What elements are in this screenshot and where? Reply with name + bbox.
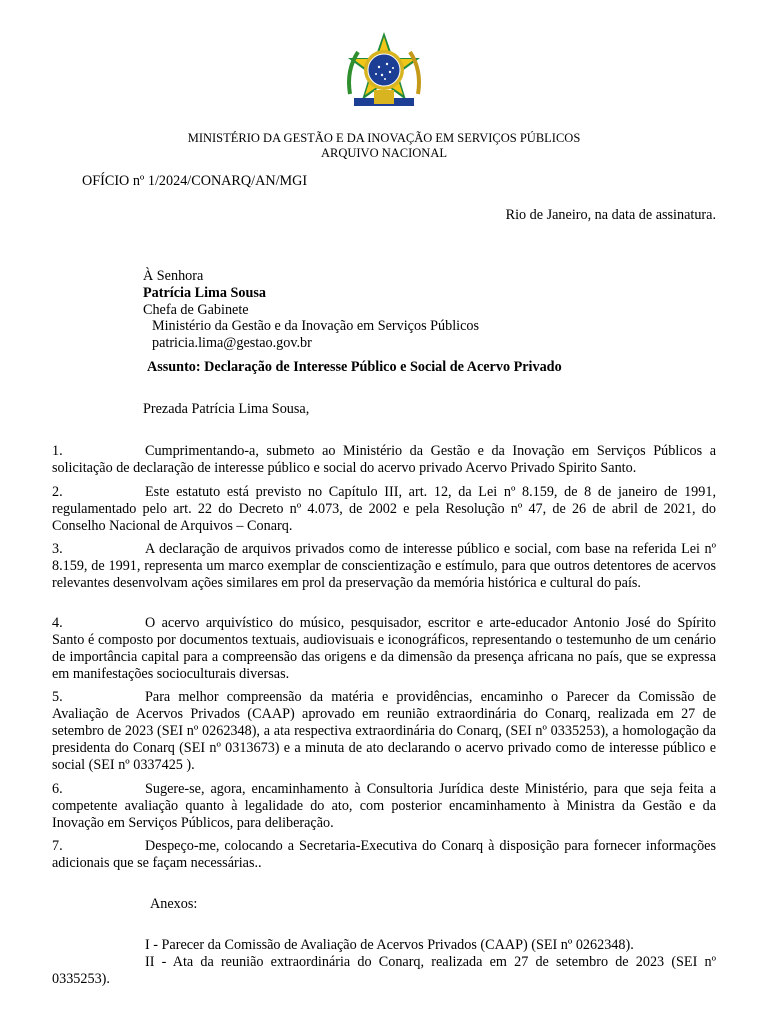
annex-item: II - Ata da reunião extraordinária do Conarq, realizada em 27 de setembro de 2023 (SEI nº 0335253). bbox=[52, 954, 716, 987]
ministry-header: MINISTÉRIO DA GESTÃO E DA INOVAÇÃO EM SERVIÇOS PÚBLICOS bbox=[187, 131, 581, 145]
annexes-title: Anexos: bbox=[150, 896, 198, 912]
recipient-role: Chefa de Gabinete bbox=[143, 302, 249, 318]
paragraph-text: O acervo arquivístico do músico, pesquisador, escritor e arte-educador Antonio José do Spírito Santo é composto por documentos textuais, audiovisuais e iconográficos, representando o testemunho de um cenário de importância capital para a compreensão das origens e da dimensão da presença africana no país, que se expressa em manifestações socioculturais diversas. bbox=[52, 615, 716, 682]
paragraph bbox=[52, 484, 716, 535]
paragraph bbox=[52, 689, 716, 774]
paragraph-number: 3. bbox=[52, 541, 63, 557]
paragraph bbox=[52, 615, 716, 683]
recipient-salutation: À Senhora bbox=[143, 268, 204, 284]
subject-line: Assunto: Declaração de Interesse Público e Social de Acervo Privado bbox=[147, 359, 562, 375]
oficio-number: OFÍCIO nº 1/2024/CONARQ/AN/MGI bbox=[82, 173, 308, 189]
paragraph-number: 5. bbox=[52, 689, 63, 705]
recipient-org: Ministério da Gestão e da Inovação em Serviços Públicos bbox=[152, 318, 480, 334]
paragraph-text: Despeço-me, colocando a Secretaria-Executiva do Conarq à disposição para fornecer informações adicionais que se façam necessárias.. bbox=[52, 838, 716, 871]
recipient-email: patricia.lima@gestao.gov.br bbox=[152, 335, 312, 351]
paragraph-text: Cumprimentando-a, submeto ao Ministério da Gestão e da Inovação em Serviços Públicos a solicitação de declaração de interesse público e social do acervo privado Acervo Privado Spirito Santo. bbox=[52, 443, 716, 476]
agency-header: ARQUIVO NACIONAL bbox=[320, 146, 448, 160]
paragraph-text: A declaração de arquivos privados como de interesse público e social, com base na referida Lei nº 8.159, de 1991, representa um marco exemplar de conscientização e estímulo, para que outros detentores de acervos relevantes desenvolvam ações similares em prol da preservação da memória histórica e cultural do país. bbox=[52, 541, 716, 591]
date-line: Rio de Janeiro, na data de assinatura. bbox=[505, 207, 716, 223]
paragraph-number: 2. bbox=[52, 484, 63, 500]
paragraph-text: Este estatuto está previsto no Capítulo III, art. 12, da Lei nº 8.159, de 8 de janeiro de 1991, regulamentado pelo art. 22 do Decreto nº 4.073, de 2002 e pela Resolução nº 47, de 26 de abril de 2021, do Conselho Nacional de Arquivos – Conarq. bbox=[52, 484, 716, 534]
greeting: Prezada Patrícia Lima Sousa, bbox=[143, 401, 310, 417]
paragraph bbox=[52, 443, 716, 477]
paragraph bbox=[52, 838, 716, 872]
coat-of-arms-icon bbox=[340, 30, 428, 112]
paragraph bbox=[52, 541, 716, 592]
paragraph-number: 4. bbox=[52, 615, 63, 631]
annex-item: I - Parecer da Comissão de Avaliação de Acervos Privados (CAAP) (SEI nº 0262348). bbox=[145, 937, 634, 953]
paragraph-text: Para melhor compreensão da matéria e providências, encaminho o Parecer da Comissão de Avaliação de Acervos Privados (CAAP) aprovado em reunião extraordinária do Conarq, realizada em 27 de setembro de 2023 (SEI nº 0262348), a ata respectiva extraordinária do Conarq, (SEI nº 0335253), a homologação da presidenta do Conarq (SEI nº 0313673) e a minuta de ato declarando o acervo privado como de interesse público e social (SEI nº 0337425 ). bbox=[52, 689, 716, 773]
paragraph-number: 1. bbox=[52, 443, 63, 459]
paragraph-text: Sugere-se, agora, encaminhamento à Consultoria Jurídica deste Ministério, para que seja feita a competente avaliação quanto à legalidade do ato, com posterior encaminhamento à Ministra da Gestão e da Inovação em Serviços Públicos, para deliberação. bbox=[52, 781, 716, 831]
recipient-name: Patrícia Lima Sousa bbox=[143, 285, 266, 301]
paragraph-number: 6. bbox=[52, 781, 63, 797]
paragraph-number: 7. bbox=[52, 838, 63, 854]
paragraph bbox=[52, 781, 716, 832]
